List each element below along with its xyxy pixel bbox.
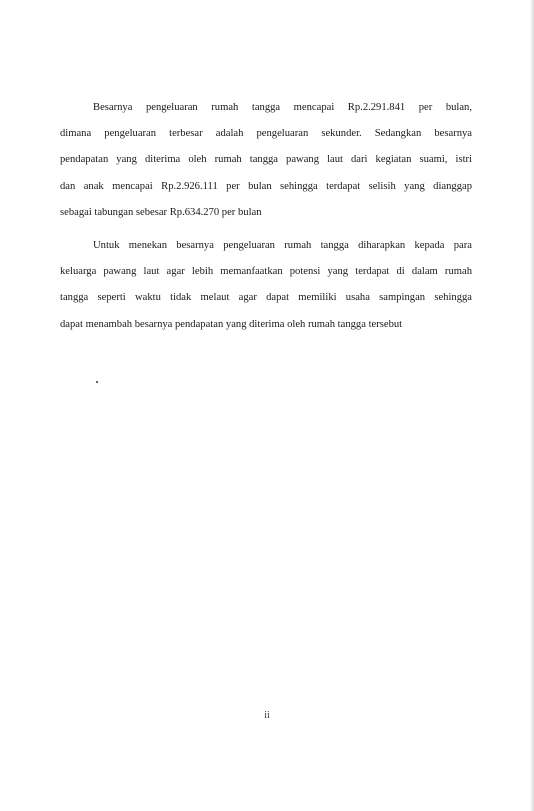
paragraph-expenditure-summary	[60, 95, 472, 226]
text-line: pendapatan yang diterima oleh rumah tangga pawang laut dari kegiatan suami, istri	[60, 154, 472, 166]
page-number: ii	[264, 710, 270, 721]
scan-edge-shadow	[530, 0, 534, 811]
text-line: tangga seperti waktu tidak melaut agar dapat memiliki usaha sampingan sehingga	[60, 292, 472, 304]
text-line: Untuk menekan besarnya pengeluaran rumah tangga diharapkan kepada para	[93, 240, 472, 251]
text-line: dapat menambah besarnya pendapatan yang diterima oleh rumah tangga tersebut	[60, 318, 403, 330]
text-line: dan anak mencapai Rp.2.926.111 per bulan sehingga terdapat selisih yang dianggap	[60, 180, 472, 192]
paragraph-recommendation	[60, 233, 472, 338]
text-line: sebagai tabungan sebesar Rp.634.270 per bulan	[60, 206, 262, 218]
text-line: Besarnya pengeluaran rumah tangga mencapai Rp.2.291.841 per bulan,	[93, 102, 472, 113]
scan-speck	[96, 381, 98, 383]
text-line: dimana pengeluaran terbesar adalah pengeluaran sekunder. Sedangkan besarnya	[60, 128, 472, 140]
text-line: keluarga pawang laut agar lebih memanfaatkan potensi yang terdapat di dalam rumah	[60, 266, 472, 278]
